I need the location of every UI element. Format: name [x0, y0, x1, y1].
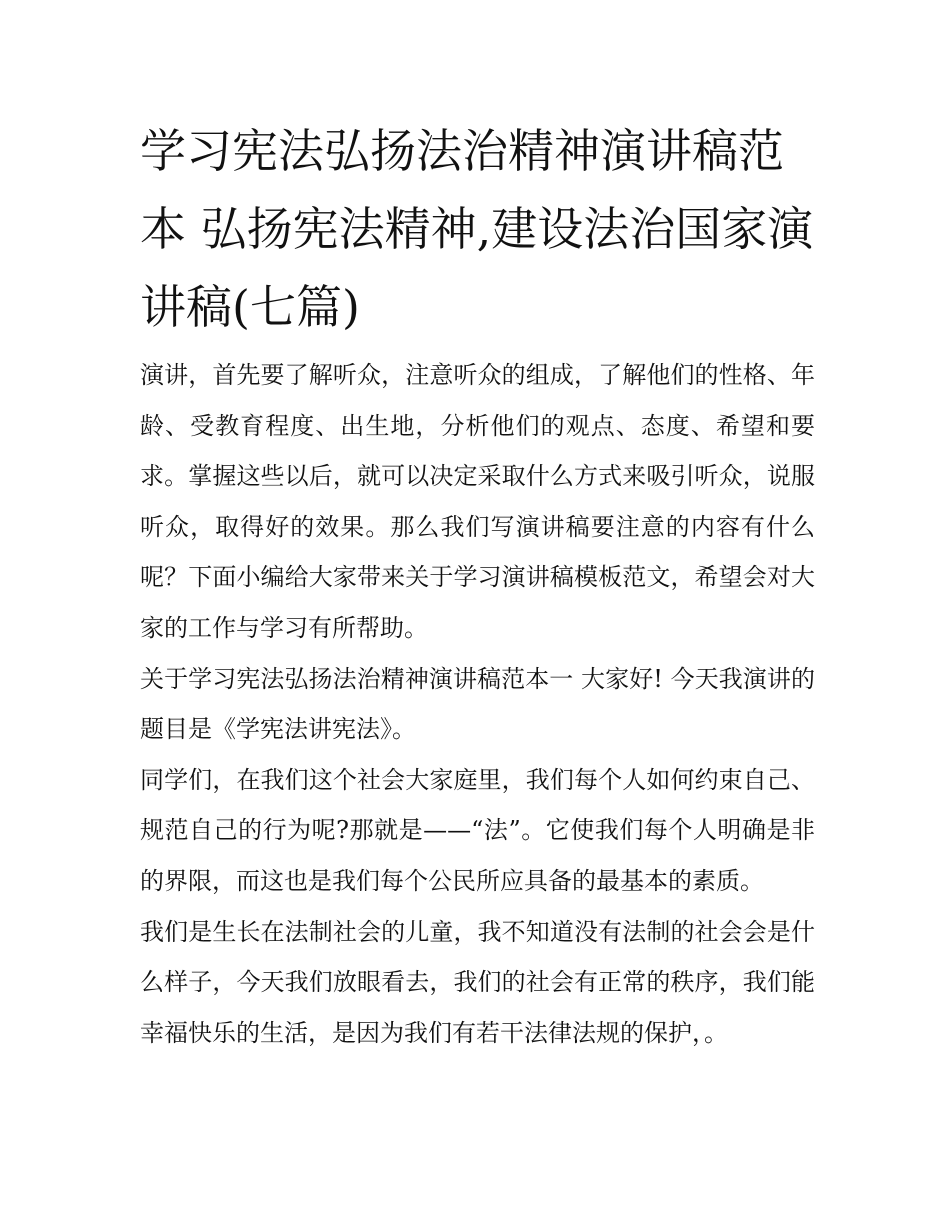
paragraph-intro: 演讲，首先要了解听众，注意听众的组成，了解他们的性格、年龄、受教育程度、出生地，分析他们的观点、态度、希望和要求。掌握这些以后，就可以决定采取什么方式来吸引听众，说服听众，取得好的效果。那么我们写演讲稿要注意的内容有什么呢？下面小编给大家带来关于学习演讲稿模板范文，希望会对大家的工作与学习有所帮助。 — [140, 361, 815, 642]
paragraph-speech-heading: 关于学习宪法弘扬法治精神演讲稿范本一 大家好! 今天我演讲的题目是《学宪法讲宪法》。 — [140, 664, 815, 744]
document-title: 学习宪法弘扬法治精神演讲稿范本 弘扬宪法精神,建设法治国家演讲稿(七篇) — [140, 124, 814, 334]
document-body — [140, 112, 815, 1058]
paragraph-legal-society: 我们是生长在法制社会的儿童，我不知道没有法制的社会会是什么样子，今天我们放眼看去，我们的社会有正常的秩序，我们能幸福快乐的生活，是因为我们有若干法律法规的保护，。 — [140, 917, 815, 1047]
paragraph-law-definition: 同学们，在我们这个社会大家庭里，我们每个人如何约束自己、规范自己的行为呢?那就是——“法”。它使我们每个人明确是非的界限，而这也是我们每个公民所应具备的最基本的素质。 — [140, 765, 815, 895]
